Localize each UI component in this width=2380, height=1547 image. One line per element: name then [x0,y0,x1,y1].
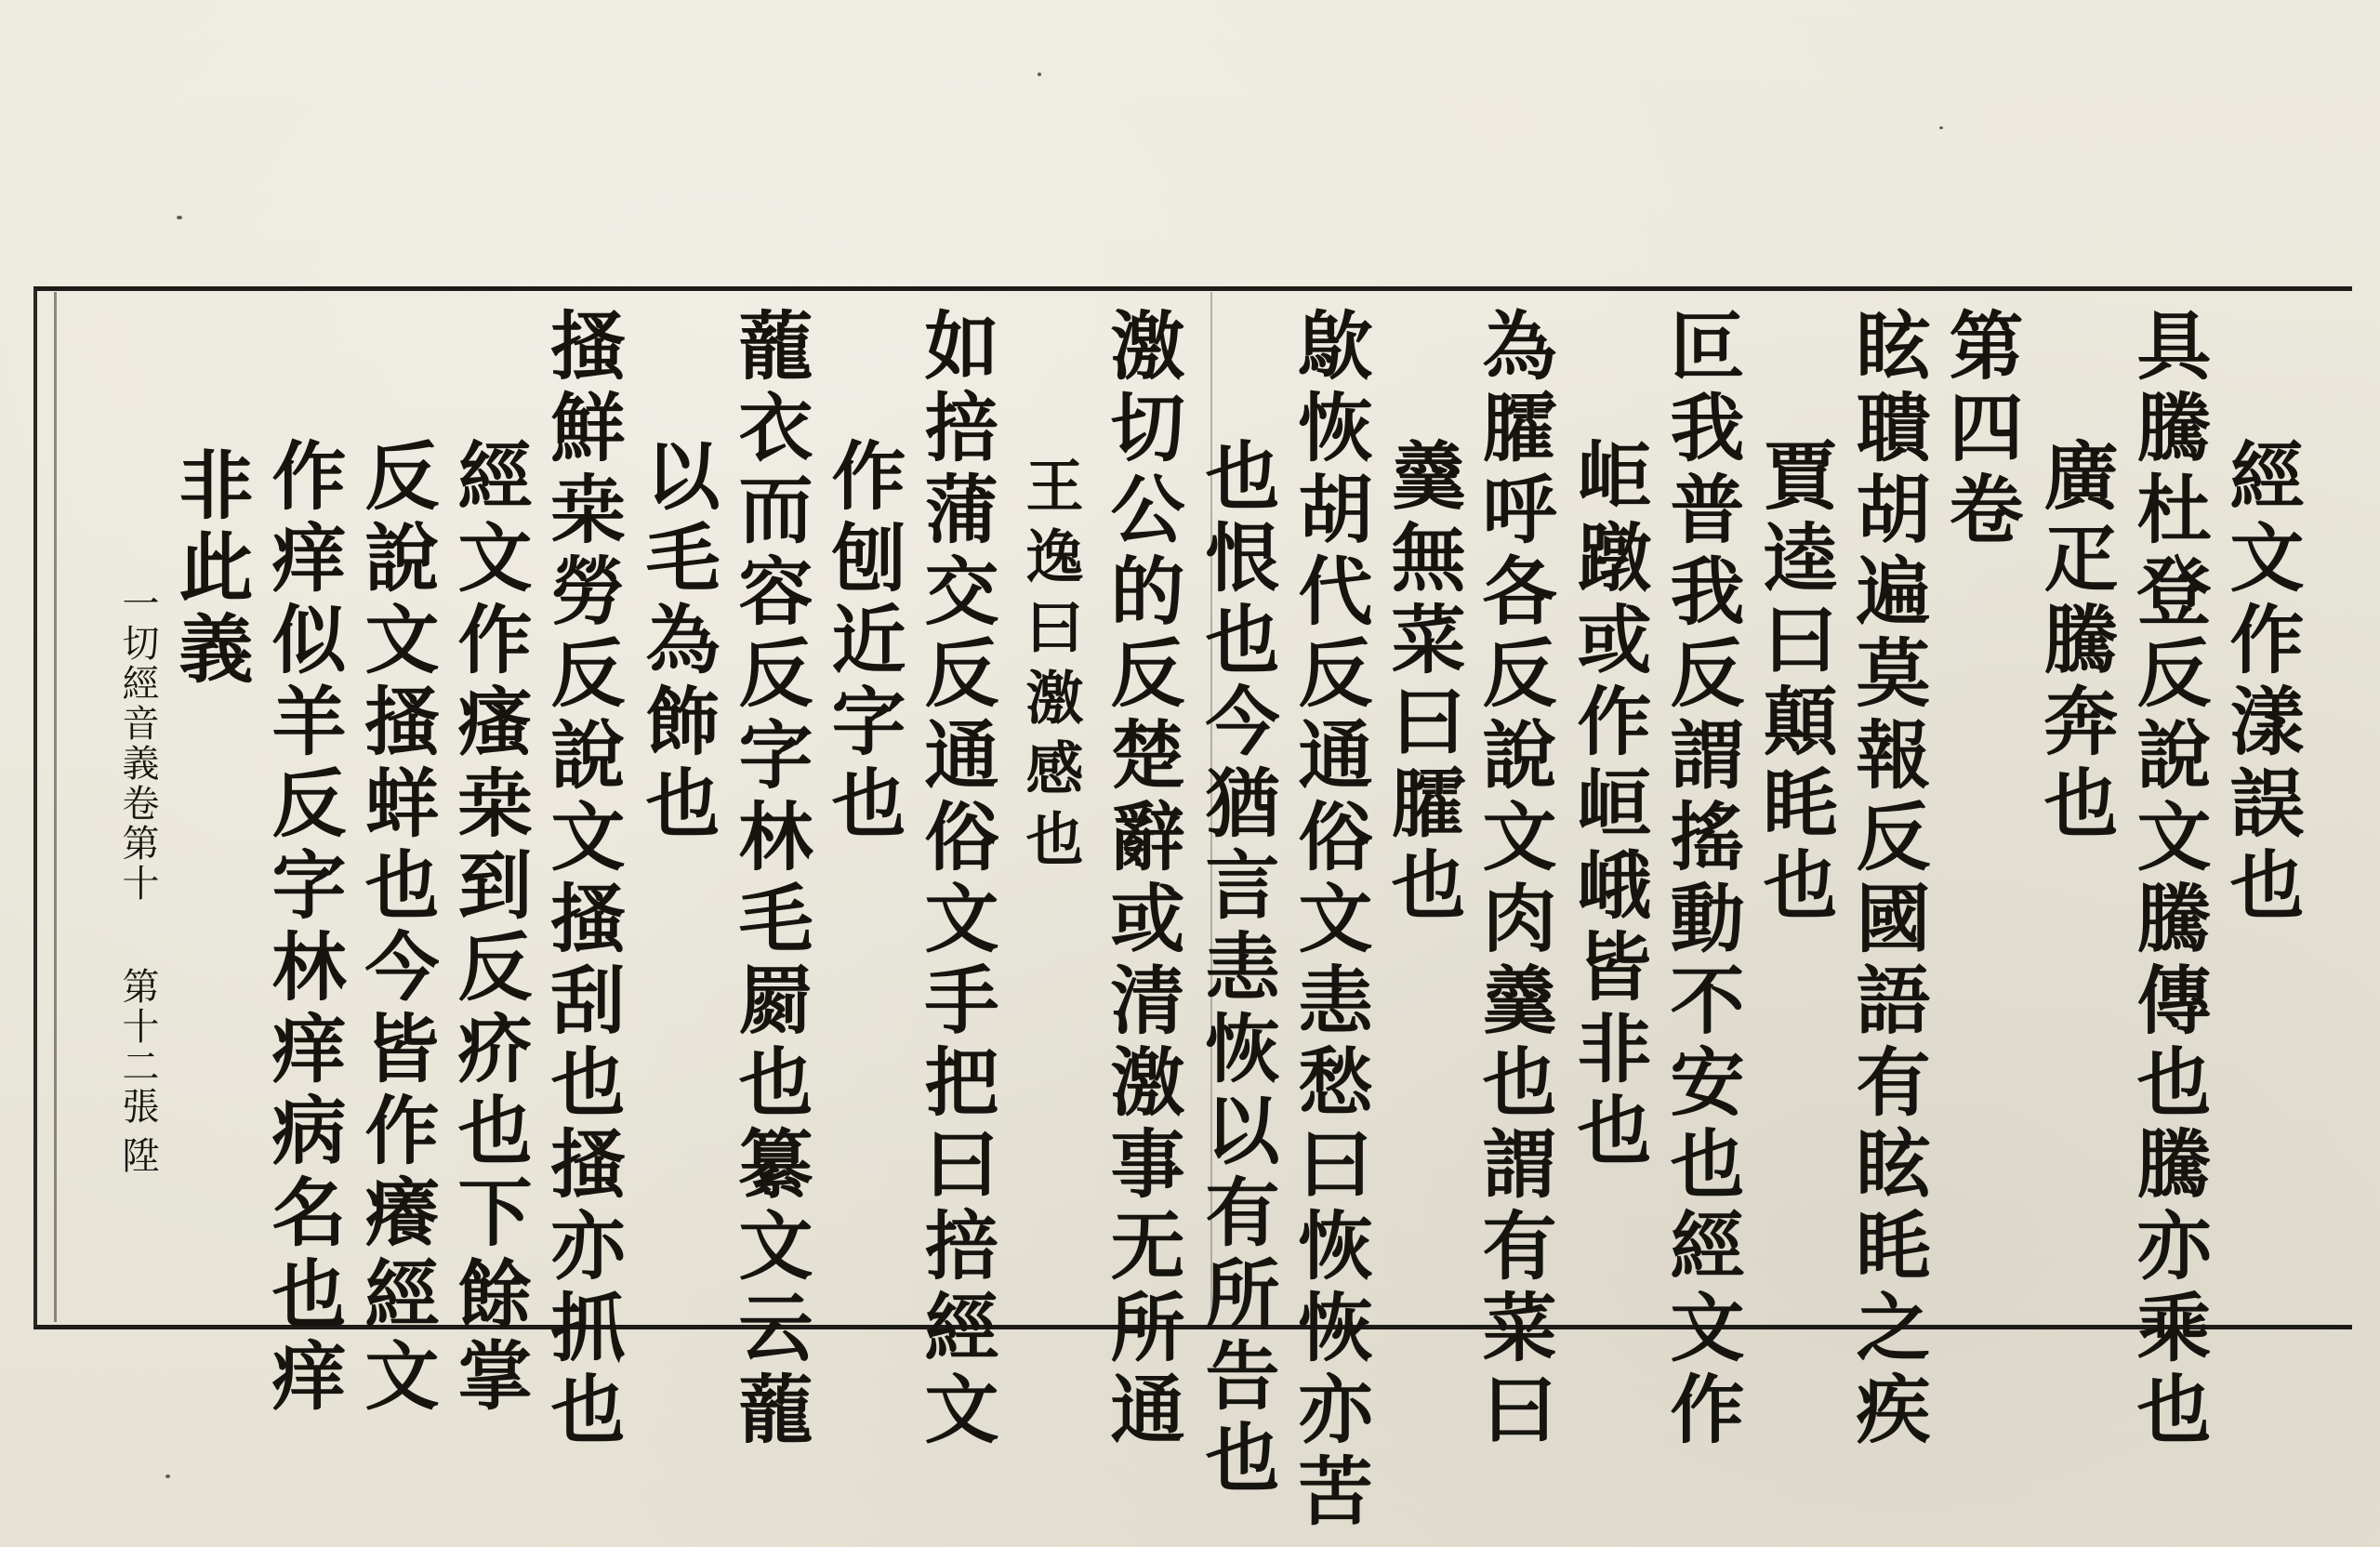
text-column: 激切公的反楚辭或清激事无所通 [1098,307,1185,1452]
frame-inner-rule [54,292,57,1322]
footer-mark: 陞 [116,1136,159,1176]
footer-leaf-number: 第十二張 [116,967,159,1127]
footer-book-title: 一切經音義卷第十 [116,584,159,904]
text-column: 以毛為飾也 [633,437,721,846]
text-column: 也恨也今猶言恚恢以有所告也 [1193,437,1280,1501]
text-column: 歍恢胡代反通俗文恚愁曰恢恢亦苦 [1286,307,1373,1534]
text-column: 作痒似羊反字林痒病名也痒 [259,437,347,1419]
text-column: 第四卷 [1937,307,2024,552]
text-column: 作刨近字也 [819,437,906,846]
text-column: 經文作瘙桒到反疥也下餘掌 [445,437,533,1419]
text-column: 岠蹾或作峘峨皆非也 [1565,437,1652,1173]
text-column: 蘢衣而容反字林毛罽也纂文云蘢 [726,307,813,1452]
paper-speck [1939,126,1943,129]
paper-speck [1038,73,1041,76]
text-column: 賈逵曰顛眊也 [1751,437,1838,928]
text-column: 廣疋騰奔也 [2031,437,2119,846]
text-column: 經文作漾誤也 [2217,437,2305,928]
text-column: 羹無菜曰臛也 [1379,437,1466,928]
paper-speck [177,216,182,219]
paper-speck [165,1474,170,1478]
text-column: 眩聵胡遍莫報反國語有眩眊之疾 [1844,307,1931,1452]
text-column: 叵我普我反謂搖動不安也經文作 [1658,307,1745,1452]
text-column: 搔鮮桒勞反說文搔刮也搔亦抓也 [538,307,626,1452]
text-column: 非此義 [166,446,254,692]
text-column: 王逸曰激感也 [1016,456,1084,879]
text-column: 為臛呼各反說文肉羹也謂有菜曰 [1470,307,1557,1452]
text-column: 反說文搔蛘也今皆作癢經文 [352,437,440,1419]
text-column: 具騰杜登反說文騰傳也騰亦乘也 [2124,307,2212,1452]
text-column: 如掊蒲交反通俗文手把曰掊經文 [912,307,999,1452]
